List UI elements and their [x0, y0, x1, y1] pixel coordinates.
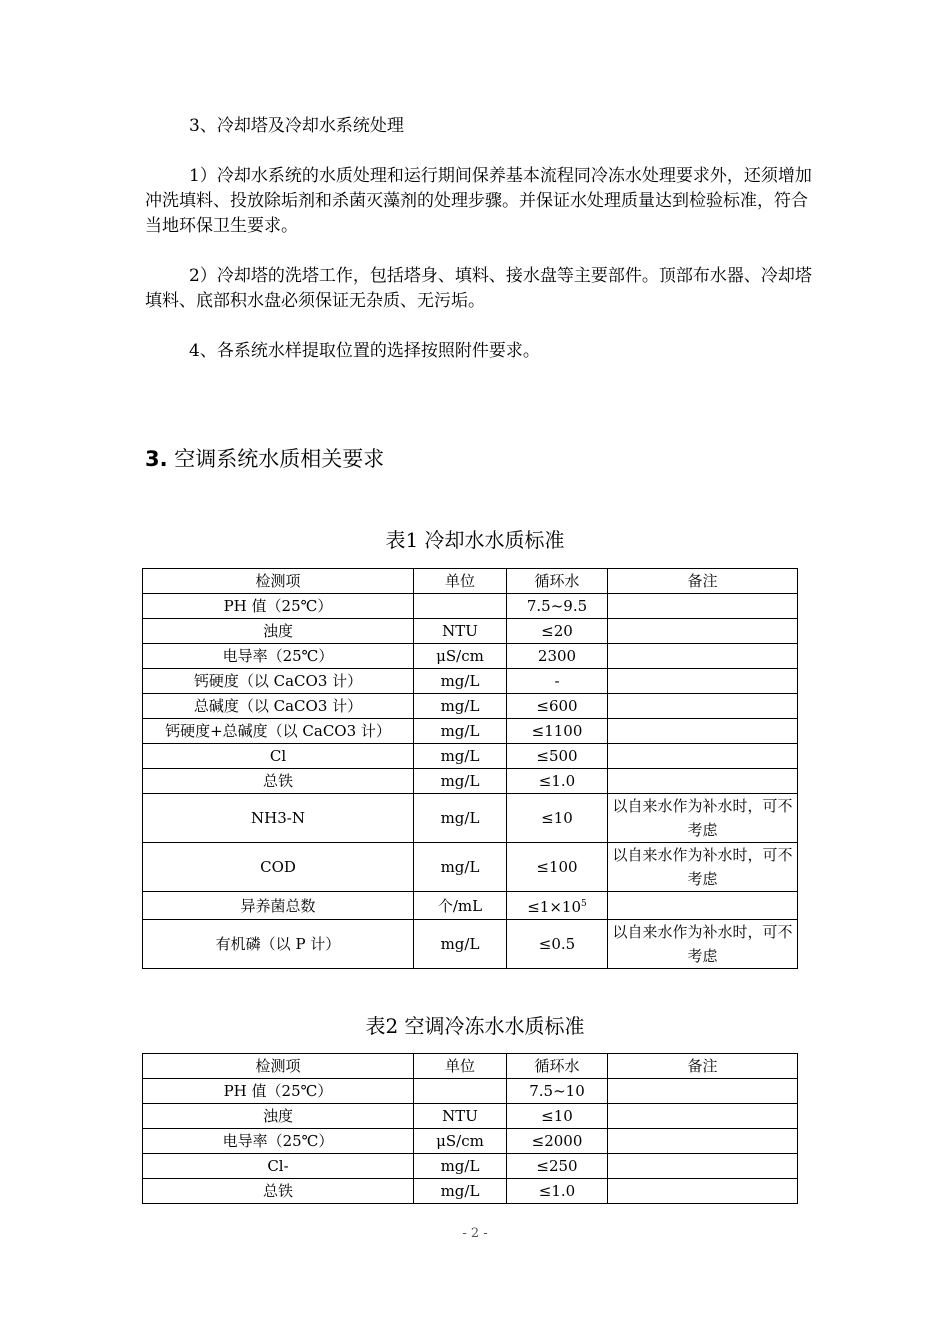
exponent-superscript: 5: [581, 899, 587, 909]
paragraph-sampling-location: 4、各系统水样提取位置的选择按照附件要求。: [189, 341, 540, 361]
header-cell: 检测项: [143, 1054, 414, 1079]
table-cell: mg/L: [414, 744, 507, 769]
table-cell: μS/cm: [414, 644, 507, 669]
table-cell: NTU: [414, 1104, 507, 1129]
paragraph-cooling-water-treatment: 1）冷却水系统的水质处理和运行期间保养基本流程同冷冻水处理要求外，还须增加冲洗填料、投放除垢剂和杀菌灭藻剂的处理步骤。并保证水处理质量达到检验标准，符合当地环保卫生要求。: [145, 166, 812, 236]
table-cell: ≤500: [507, 744, 608, 769]
table-cell: PH 值（25℃）: [143, 594, 414, 619]
section-number: 3.: [145, 447, 168, 471]
table-cell: [608, 669, 798, 694]
bacteria-limit-value: ≤1×10: [527, 898, 582, 916]
table-cell: mg/L: [414, 1154, 507, 1179]
table-row: [143, 769, 798, 794]
table-cell: mg/L: [414, 769, 507, 794]
table-row: [143, 1079, 798, 1104]
table-row: [143, 920, 798, 969]
table-cell: COD: [143, 843, 414, 892]
table-cell: ≤10: [507, 794, 608, 843]
table-cell: [608, 892, 798, 920]
table-cell: 浊度: [143, 619, 414, 644]
table-row: [143, 694, 798, 719]
table-cell: 2300: [507, 644, 608, 669]
table-cell: Cl: [143, 744, 414, 769]
table-header-row: [143, 1054, 798, 1079]
table-cell: ≤600: [507, 694, 608, 719]
table-cell: [608, 1129, 798, 1154]
table-cell: 电导率（25℃）: [143, 1129, 414, 1154]
table-cell: ≤100: [507, 843, 608, 892]
table-cell: [608, 744, 798, 769]
table-cell: [608, 769, 798, 794]
table-cell: ≤0.5: [507, 920, 608, 969]
table-note-cell: 以自来水作为补水时，可不考虑: [608, 794, 798, 843]
table-chilled-water-standard: [142, 1053, 798, 1204]
table-cell: -: [507, 669, 608, 694]
table-row: [143, 892, 798, 920]
table-cell: 钙硬度+总碱度（以 CaCO3 计）: [143, 719, 414, 744]
table-cell: ≤1100: [507, 719, 608, 744]
table-row: [143, 843, 798, 892]
table-cell: 个/mL: [414, 892, 507, 920]
table-cell: Cl-: [143, 1154, 414, 1179]
table-cell: mg/L: [414, 843, 507, 892]
table-cell: μS/cm: [414, 1129, 507, 1154]
table-row: [143, 1104, 798, 1129]
table-cell: PH 值（25℃）: [143, 1079, 414, 1104]
table-cell: mg/L: [414, 669, 507, 694]
table-cell: ≤1.0: [507, 1179, 608, 1204]
table-note-cell: 以自来水作为补水时，可不考虑: [608, 920, 798, 969]
table-row: [143, 794, 798, 843]
table-cell: ≤250: [507, 1154, 608, 1179]
table-cell: ≤10: [507, 1104, 608, 1129]
table-cell: [608, 1154, 798, 1179]
section-title: 空调系统水质相关要求: [174, 447, 385, 471]
table-cell: [414, 1079, 507, 1104]
table-cell: 异养菌总数: [143, 892, 414, 920]
page-number: - 2 -: [462, 1226, 488, 1241]
header-cell: 备注: [608, 1054, 798, 1079]
section-heading: [145, 443, 384, 473]
table-row: [143, 744, 798, 769]
paragraph-cooling-tower-heading: 3、冷却塔及冷却水系统处理: [189, 116, 404, 136]
table-cell: mg/L: [414, 719, 507, 744]
header-cell: 单位: [414, 1054, 507, 1079]
table-cell: [507, 892, 608, 920]
paragraph-tower-cleaning: 2）冷却塔的洗塔工作，包括塔身、填料、接水盘等主要部件。顶部布水器、冷却塔填料、底部积水盘必须保证无杂质、无污垢。: [145, 266, 812, 311]
header-cell: 循环水: [507, 569, 608, 594]
table-row: [143, 644, 798, 669]
table-row: [143, 1154, 798, 1179]
table-cell: 总铁: [143, 769, 414, 794]
table-cell: [608, 594, 798, 619]
table-note-cell: 以自来水作为补水时，可不考虑: [608, 843, 798, 892]
table-cell: 7.5~9.5: [507, 594, 608, 619]
table-cell: [608, 644, 798, 669]
table-cell: [608, 719, 798, 744]
header-cell: 循环水: [507, 1054, 608, 1079]
table1-title: 表1 冷却水水质标准: [385, 528, 565, 552]
table-cell: 总铁: [143, 1179, 414, 1204]
table-cell: NH3-N: [143, 794, 414, 843]
table-cell: [608, 1179, 798, 1204]
table-cell: NTU: [414, 619, 507, 644]
table-cell: [608, 1104, 798, 1129]
header-cell: 单位: [414, 569, 507, 594]
table-row: [143, 619, 798, 644]
table-cell: mg/L: [414, 1179, 507, 1204]
table-cell: mg/L: [414, 794, 507, 843]
header-cell: 备注: [608, 569, 798, 594]
table-cell: 浊度: [143, 1104, 414, 1129]
table-cell: [608, 1079, 798, 1104]
table-header-row: [143, 569, 798, 594]
table-cell: 钙硬度（以 CaCO3 计）: [143, 669, 414, 694]
table-row: [143, 1179, 798, 1204]
table-cell: 电导率（25℃）: [143, 644, 414, 669]
table-row: [143, 594, 798, 619]
table-cell: mg/L: [414, 920, 507, 969]
table-cell: [414, 594, 507, 619]
table-cell: [608, 694, 798, 719]
table-row: [143, 669, 798, 694]
table2-title: 表2 空调冷冻水水质标准: [365, 1014, 585, 1038]
table-cell: ≤2000: [507, 1129, 608, 1154]
header-cell: 检测项: [143, 569, 414, 594]
table-cell: ≤20: [507, 619, 608, 644]
table-cell: [608, 619, 798, 644]
table-cell: mg/L: [414, 694, 507, 719]
table-row: [143, 1129, 798, 1154]
table-row: [143, 719, 798, 744]
table-cell: ≤1.0: [507, 769, 608, 794]
table-cooling-water-standard: [142, 568, 798, 969]
table-cell: 有机磷（以 P 计）: [143, 920, 414, 969]
table-cell: 总碱度（以 CaCO3 计）: [143, 694, 414, 719]
table-cell: 7.5~10: [507, 1079, 608, 1104]
